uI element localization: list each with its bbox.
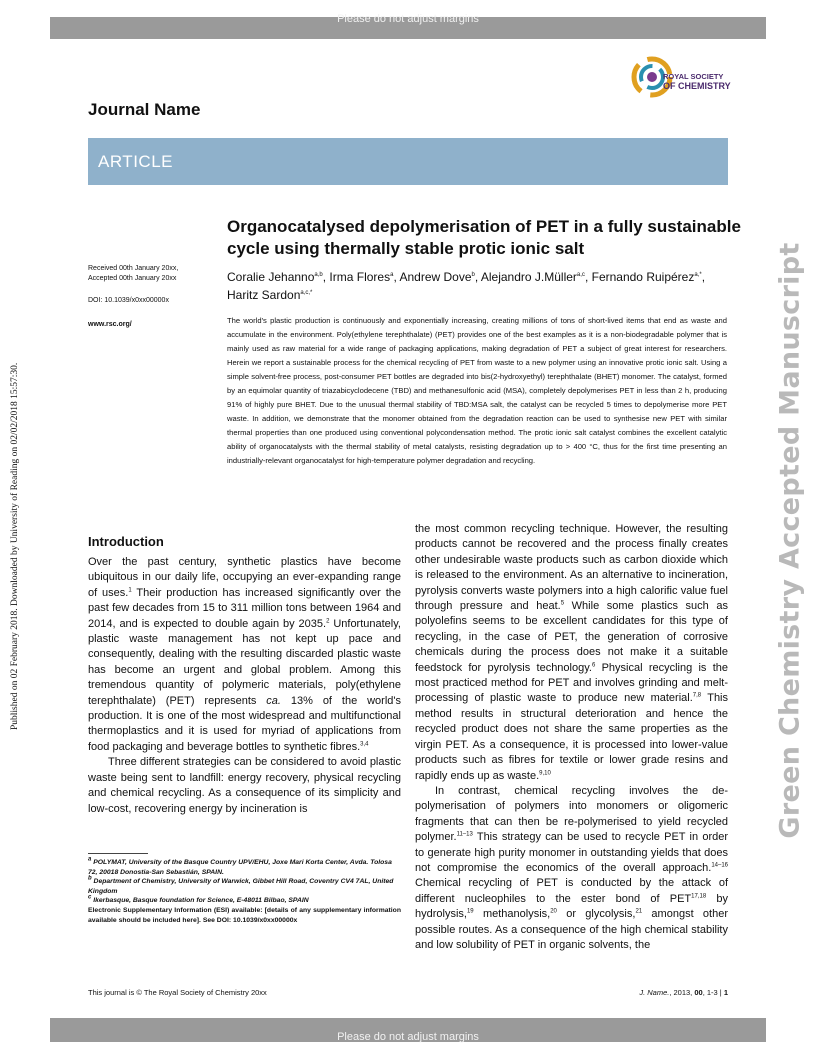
footnote-a: $^a$ POLYMAT, University of the Basque Country UPV/EHU, Joxe Mari Korta Center, Avda. Tolosa 72, 20018 Donostia-San Sebastián, SPAIN. <box>88 856 392 876</box>
journal-name: Journal Name <box>88 100 201 119</box>
rsc-logo-text <box>663 73 731 91</box>
author-name: Haritz Sardon <box>227 288 301 302</box>
page-footer: J. Name., 2013, 00, 1-3 | 1 <box>639 988 728 997</box>
author-affiliation: a,b <box>314 272 323 278</box>
doi-text: DOI: 10.1039/x0xx00000x <box>88 297 169 304</box>
top-margin-bar: Please do not adjust margins <box>50 17 766 39</box>
article-type-band <box>88 138 728 185</box>
intro-paragraph-2: Three different strategies can be considered to avoid plastic waste being sent to landfill: energy recovery, physical recycling and chemical recycling. As a consequence of its simplicity and low-cost, recovering energy by incineration is <box>88 756 401 815</box>
accepted-date: Accepted 00th January 20xx <box>88 275 177 282</box>
article-type-label: ARTICLE <box>98 152 173 171</box>
download-note: Published on 02 February 2018. Downloaded by University of Reading on 02/02/2018 15:57:30. <box>10 362 20 730</box>
footnote-b: $^b$ Department of Chemistry, University of Warwick, Gibbet Hill Road, Coventry CV4 7AL, United Kingdom <box>88 875 394 895</box>
logo-line-1: ROYAL SOCIETY <box>663 72 724 81</box>
author-name: Fernando Ruipérez <box>591 270 695 284</box>
right-column <box>415 522 728 953</box>
author-affiliation: b <box>471 272 475 278</box>
author-affiliation: a,c,* <box>300 290 313 296</box>
footnote-c: $^c$ Ikerbasque, Basque foundation for Science, E-48011 Bilbao, SPAIN <box>88 895 309 905</box>
intro-paragraph-1: Over the past century, synthetic plastics have become ubiquitous in our daily life, occupying an ever-expanding range of uses.$^1$ Their production has increased significantly over the past few decades from 15 to 311 million tons between 1964 and 2014, and is expected to double again by 2035.$^2$ Unfortunately, plastic waste management has not kept up pace and consequently, dealing with the resulting discarded plastic waste has become an urgent and global problem. Among this tremendous quantity of polymeric materials, poly(ethylene terephthalate) (PET) represents ca. 13% of the world's production. It is one of the most widespread and multifunctional thermoplastics and it is used for myriad of applications from food packaging and beverage bottles to synthetic fibres.$^{3,4}$ <box>88 556 401 753</box>
author-name: Coralie Jehanno <box>227 270 315 284</box>
author-name: Irma Flores <box>329 270 391 284</box>
paper-title: Organocatalysed depolymerisation of PET in a fully sustainable cycle using thermally stable protic ionic salt <box>227 217 741 258</box>
received-date: Received 00th January 20xx, <box>88 265 179 272</box>
author-affiliation: a <box>390 272 394 278</box>
website-link[interactable]: www.rsc.org/ <box>88 321 132 328</box>
introduction-heading: Introduction <box>88 534 164 549</box>
footnotes <box>88 858 401 925</box>
esi-note: Electronic Supplementary Information (ESI) available: [details of any supplementary information available should be included here]. See DOI: 10.1039/x0xx00000x <box>88 906 401 924</box>
author-name: Andrew Dove <box>399 270 472 284</box>
abstract: The world's plastic production is continuously and exponentially increasing, creating millions of tons of short-lived items that end as waste and accumulate in the environment. Poly(ethylene terephthalate) (PET) provides one of the best examples as it is a non-biodegradable polymer that is mainly used as raw material for a wide range of packaging applications, making degradation of PET a subject of great interest for researchers. Herein we report a sustainable process for the chemical recycling of PET from waste to a new polymer using an innovative protic ionic salt. Using a simple solvent-free process, post-consumer PET bottles are degraded into bis(2-hydroxyethyl) terephthalate (BHET) monomer. The catalyst, formed by an equimolar quantity of triazabicyclodecene (TBD) and methanesulfonic acid (MSA), completely depolymerises PET in less than 2 h, producing 91% of highly pure BHET. Due to the unusual thermal stability of TBD:MSA salt, the catalyst can be recycled 5 times to depolymerise more PET waste. In addition, we demonstrate that the monomer obtained from the degradation reaction can be used to synthesise new PET with similar thermal properties than one produced using conventional polycondensation method. The protic ionic salt catalyst combines the excellent catalytic ability of organocatalysts with the thermal stability of metal catalysts, resisting degradation up to > 400 °C, thus for the first time presenting an industrially-relevant organocatalyst for high-temperature polymer degradation and recycling. <box>227 316 727 465</box>
watermark-text: Green Chemistry Accepted Manuscript <box>774 242 806 839</box>
author-list: Coralie Jehanno$^{a,b}$, Irma Flores$^a$, Andrew Dove$^b$, Alejandro J.Müller$^{a,c}$, Fernando Ruipérez$^{a,*}$, Haritz Sardon$^{a,c,*}$ <box>227 270 706 302</box>
left-column <box>88 555 401 817</box>
copyright-footer: This journal is © The Royal Society of Chemistry 20xx <box>88 988 267 997</box>
author-affiliation: a,c <box>576 272 585 278</box>
logo-line-2: OF CHEMISTRY <box>663 80 731 91</box>
footnote-divider <box>88 853 148 854</box>
bottom-margin-bar: Please do not adjust margins <box>50 1018 766 1042</box>
author-affiliation: a,* <box>694 272 702 278</box>
intro-paragraph-3: the most common recycling technique. However, the resulting products cannot be recovered and the process finally creates other undesirable waste products such as carbon dioxide which is released to the environment. As an alternative to incineration, pyrolysis converts waste polymers into a high calorific value fuel through pressure and heat.$^5$ While some plastics such as polyolefins seems to be excellent candidates for this type of recycling, in the case of PET, the generation of corrosive chemicals during the process does not make it a suitable feedstock for pyrolysis technology.$^6$ Physical recycling is the most practiced method for PET and involves grinding and melt-processing of plastic waste to produce new material.$^{7,8}$ This method results in structural deterioration and hence the recycled product does not share the same properties as the virgin PET. As a consequence, it is processed into lower-value products such as fibres for textile or lower grade resins and rapidly ends up as waste.$^{9,10}$ <box>415 523 729 782</box>
intro-paragraph-4: In contrast, chemical recycling involves the de-polymerisation of polymers into monomers or oligomeric fragments that can then be re-polymerised to yield recycled polymer.$^{11-13}$ This strategy can be used to recycle PET in order to generate high purity monomer in outstanding yields that does not compromise the economics of the overall approach.$^{14-16}$ Chemical recycling of PET is conducted by the attack of different nucleophiles to the ester bond of PET$^{17,18}$ by hydrolysis,$^{19}$ methanolysis,$^{20}$ or glycolysis,$^{21}$ amongst other possible routes. As a consequence of the high chemical stability and low solubility of PET in organic solvents, the <box>415 784 728 951</box>
accepted-manuscript-watermark <box>770 242 810 845</box>
author-name: Alejandro J.Müller <box>480 270 577 284</box>
